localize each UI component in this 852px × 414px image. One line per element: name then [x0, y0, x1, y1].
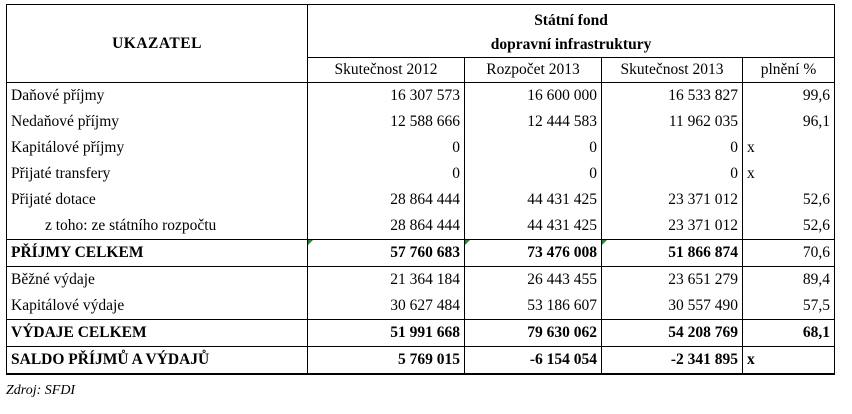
cell-actual-2012: 57 760 683 [308, 240, 465, 267]
row-label: Přijaté dotace [7, 187, 308, 213]
cell-actual-2013: -2 341 895 [602, 347, 743, 375]
total-row-revenue [7, 240, 835, 267]
cell-actual-2012: 0 [308, 161, 465, 187]
cell-budget-2013: 0 [465, 135, 602, 161]
row-label: VÝDAJE CELKEM [7, 320, 308, 347]
cell-fulfilment-pct: 99,6 [743, 83, 835, 110]
cell-budget-2013: 44 431 425 [465, 187, 602, 213]
table-row [7, 213, 835, 240]
cell-actual-2012: 30 627 484 [308, 293, 465, 320]
row-label: Běžné výdaje [7, 267, 308, 294]
fund-name-line2: dopravní infrastruktury [308, 33, 835, 58]
cell-actual-2013: 23 371 012 [602, 213, 743, 240]
table-row [7, 293, 835, 320]
row-label: Nedaňové příjmy [7, 109, 308, 135]
cell-budget-2013: 16 600 000 [465, 83, 602, 110]
cell-actual-2013: 23 651 279 [602, 267, 743, 294]
cell-fulfilment-pct: 70,6 [743, 240, 835, 267]
cell-actual-2013: 16 533 827 [602, 83, 743, 110]
cell-fulfilment-pct: 96,1 [743, 109, 835, 135]
row-label-indented: z toho: ze státního rozpočtu [7, 213, 308, 240]
row-label: Kapitálové příjmy [7, 135, 308, 161]
cell-actual-2013: 51 866 874 [602, 240, 743, 267]
row-label: SALDO PŘÍJMŮ A VÝDAJŮ [7, 347, 308, 375]
table-row [7, 83, 835, 110]
balance-row [7, 347, 835, 375]
fund-name-line1: Státní fond [308, 5, 835, 34]
row-label: Daňové příjmy [7, 83, 308, 110]
cell-actual-2012: 28 864 444 [308, 187, 465, 213]
cell-actual-2013: 0 [602, 161, 743, 187]
cell-fulfilment-pct: 57,5 [743, 293, 835, 320]
cell-actual-2012: 16 307 573 [308, 83, 465, 110]
table-row [7, 267, 835, 294]
column-header-actual-2013: Skutečnost 2013 [602, 58, 743, 83]
indicator-header: UKAZATEL [7, 5, 308, 83]
column-header-actual-2012: Skutečnost 2012 [308, 58, 465, 83]
cell-fulfilment-pct: x [743, 347, 835, 375]
total-row-expenditure [7, 320, 835, 347]
cell-actual-2013: 30 557 490 [602, 293, 743, 320]
cell-actual-2013: 54 208 769 [602, 320, 743, 347]
cell-actual-2013: 0 [602, 135, 743, 161]
cell-fulfilment-pct: 52,6 [743, 213, 835, 240]
row-label: Kapitálové výdaje [7, 293, 308, 320]
cell-budget-2013: 73 476 008 [465, 240, 602, 267]
row-label: Přijaté transfery [7, 161, 308, 187]
budget-table-wrapper [6, 4, 835, 375]
cell-actual-2013: 23 371 012 [602, 187, 743, 213]
cell-actual-2012: 0 [308, 135, 465, 161]
cell-fulfilment-pct: x [743, 135, 835, 161]
table-row [7, 161, 835, 187]
row-label: PŘÍJMY CELKEM [7, 240, 308, 267]
cell-budget-2013: 53 186 607 [465, 293, 602, 320]
cell-actual-2012: 28 864 444 [308, 213, 465, 240]
budget-table [6, 4, 835, 375]
cell-budget-2013: 12 444 583 [465, 109, 602, 135]
cell-actual-2012: 5 769 015 [308, 347, 465, 375]
column-header-fulfilment-pct: plnění % [743, 58, 835, 83]
table-row [7, 135, 835, 161]
cell-actual-2013: 11 962 035 [602, 109, 743, 135]
table-row [7, 109, 835, 135]
cell-budget-2013: 26 443 455 [465, 267, 602, 294]
table-row [7, 187, 835, 213]
cell-actual-2012: 12 588 666 [308, 109, 465, 135]
cell-actual-2012: 21 364 184 [308, 267, 465, 294]
column-header-budget-2013: Rozpočet 2013 [465, 58, 602, 83]
cell-fulfilment-pct: 52,6 [743, 187, 835, 213]
source-note: Zdroj: SFDI [6, 383, 76, 398]
cell-fulfilment-pct: 89,4 [743, 267, 835, 294]
cell-fulfilment-pct: x [743, 161, 835, 187]
cell-budget-2013: 44 431 425 [465, 213, 602, 240]
cell-budget-2013: 0 [465, 161, 602, 187]
cell-actual-2012: 51 991 668 [308, 320, 465, 347]
cell-fulfilment-pct: 68,1 [743, 320, 835, 347]
cell-budget-2013: -6 154 054 [465, 347, 602, 375]
cell-budget-2013: 79 630 062 [465, 320, 602, 347]
header-row-1 [7, 5, 835, 34]
